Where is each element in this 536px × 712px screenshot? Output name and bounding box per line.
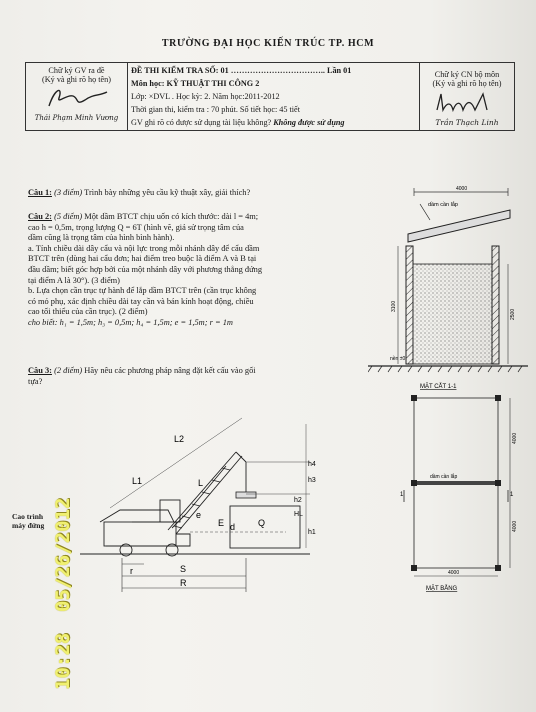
question-2-line-5: BTCT trên (dùng hai cẩu đơn; hai điểm treo buộc là điểm A và B tại: [28, 254, 257, 264]
question-2-line-2: cao h = 0,5m, trọng lượng Q = 6T (hình vẽ, giả sử trọng tâm của: [28, 222, 244, 232]
crane-figure: [40, 404, 340, 600]
crane-label-L1: L1: [132, 476, 143, 486]
question-3-points: (2 điểm): [54, 366, 83, 375]
documents-answer: Không được sử dụng: [273, 118, 345, 127]
elevation-dim-top: 4000: [456, 186, 468, 192]
load-icon: [236, 492, 256, 498]
crane-label-HL: HL: [294, 511, 303, 518]
exam-duration: Thời gian thi, kiểm tra : 70 phút. Số tiết học: 45 tiết: [131, 105, 300, 114]
right-column-icon: [492, 246, 499, 364]
question-2-line-3: dầm cũng là trọng tâm của hình bình hành).: [28, 233, 175, 243]
exam-number: ĐỀ THI KIỂM TRA SỐ: 01 …………………………….. Lần 01: [131, 66, 352, 75]
lecturer-signature-cell: [26, 63, 128, 131]
plan-beam-label: dầm cần lắp: [430, 474, 458, 480]
course-name: Môn học: KỸ THUẬT THI CÔNG 2: [131, 79, 260, 88]
question-1-label: Câu 1:: [28, 188, 52, 197]
ground-level-label: nền ±0: [390, 356, 406, 362]
question-2-line-4: a. Tính chiều dài dây cẩu và nội lực trong mỗi nhánh dây để cẩu dầm: [28, 243, 260, 253]
question-3-text-2: tựa?: [28, 376, 43, 386]
exam-info-cell: [128, 63, 420, 131]
crane-label-R: R: [180, 578, 187, 588]
section-mark-right: 1: [510, 492, 514, 498]
plan-dim-right-1: 4000: [512, 432, 518, 444]
exam-header-table: [25, 62, 515, 131]
stamp-time: 10:28: [52, 632, 74, 690]
lecturer-signature-note: (Ký và ghi rõ họ tên): [42, 75, 111, 84]
plan-caption: MẶT BẰNG: [426, 586, 458, 592]
crane-side-text: Cao trình máy đứng: [12, 512, 45, 530]
head-signature-cell: [420, 63, 515, 131]
question-2-line-10: cao tối thiểu của cần trục). (2 điểm): [28, 307, 148, 317]
head-signature-icon: [427, 88, 507, 116]
crane-label-Q: Q: [258, 518, 266, 528]
crane-label-e: e: [196, 510, 202, 520]
question-3: [28, 366, 368, 387]
question-2: [28, 212, 373, 329]
question-2-line-1: Một dầm BTCT chịu uốn có kích thước: dài l = 4m;: [84, 212, 259, 221]
head-signature-note: (Ký và ghi rõ họ tên): [432, 79, 502, 88]
question-1: [28, 188, 388, 199]
question-3-label: Câu 3:: [28, 366, 52, 375]
lecturer-signature-icon: [37, 84, 117, 112]
crane-label-h2: h2: [294, 497, 302, 504]
crane-label-h4: h4: [308, 461, 316, 468]
crane-label-d: d: [230, 522, 236, 532]
plan-dim-bottom: 4000: [448, 570, 460, 576]
elevation-beam-label: dầm cần lắp: [428, 202, 458, 208]
crane-label-E: E: [218, 518, 225, 528]
crane-label-L2: L2: [174, 434, 185, 444]
question-2-line-9: có mỏ phụ, xác định chiều dài tay cần và bán kính hoạt động, chiều: [28, 296, 254, 306]
elevation-dim-left: 3100: [391, 300, 397, 312]
documents-rule: [131, 116, 416, 129]
stamp-date: 05/26/2012: [52, 497, 74, 612]
section-mark-left: 1: [400, 492, 404, 498]
class-semester: Lớp: ×DVL . Học kỳ: 2. Năm học:2011-2012: [131, 92, 280, 101]
fill-area: [413, 264, 492, 364]
question-3-text: Hãy nêu các phương pháp nâng đặt kết cấu vào gối: [84, 366, 256, 375]
crane-label-r: r: [130, 566, 133, 576]
left-column-icon: [406, 246, 413, 364]
crane-label-S: S: [180, 564, 187, 574]
lecturer-name: Thái Phạm Minh Vương: [34, 114, 119, 122]
question-2-line-8: b. Lựa chọn cần trục tự hành để lắp dầm BTCT trên (cần trục không: [28, 286, 257, 296]
section-title: MẶT CẮT 1-1: [420, 384, 457, 390]
question-1-points: (3 điểm): [54, 188, 83, 197]
beam-icon: [408, 210, 510, 242]
question-2-line-11: cho biết: h₁ = 1,5m; h₃ = 0,5m; h₄ = 1,5m; e = 1,5m; r = 1m: [28, 317, 233, 327]
crane-label-L: L: [198, 478, 204, 488]
head-signature-title: Chữ ký CN bộ môn: [434, 70, 500, 79]
question-2-line-7: tại điểm A là 30°). (3 điểm): [28, 275, 120, 285]
beam-elevation-figure: [368, 184, 528, 384]
head-name: Trần Thạch Linh: [435, 118, 499, 127]
question-2-label: Câu 2:: [28, 212, 52, 221]
question-2-line-6: đầu dầm; biết góc hợp bởi của một nhánh dây với phương thẳng đứng: [28, 264, 263, 274]
elevation-dim-right: 2500: [510, 308, 516, 320]
crane-label-h1: h1: [308, 529, 316, 536]
plan-beam-icon: [414, 481, 498, 485]
question-2-points: (5 điểm): [54, 212, 83, 221]
plan-dim-right-2: 4000: [512, 520, 518, 532]
section-plan-figure: [396, 378, 530, 600]
crane-label-h3: h3: [308, 477, 316, 484]
school-name: TRƯỜNG ĐẠI HỌC KIẾN TRÚC TP. HCM: [161, 38, 375, 49]
question-1-text: Trình bày những yêu cầu kỹ thuật xây, giải thích?: [84, 188, 251, 197]
documents-question: GV ghi rõ có được sử dụng tài liệu không?: [131, 118, 272, 127]
lecturer-signature-title: Chữ ký GV ra đề: [48, 66, 105, 75]
